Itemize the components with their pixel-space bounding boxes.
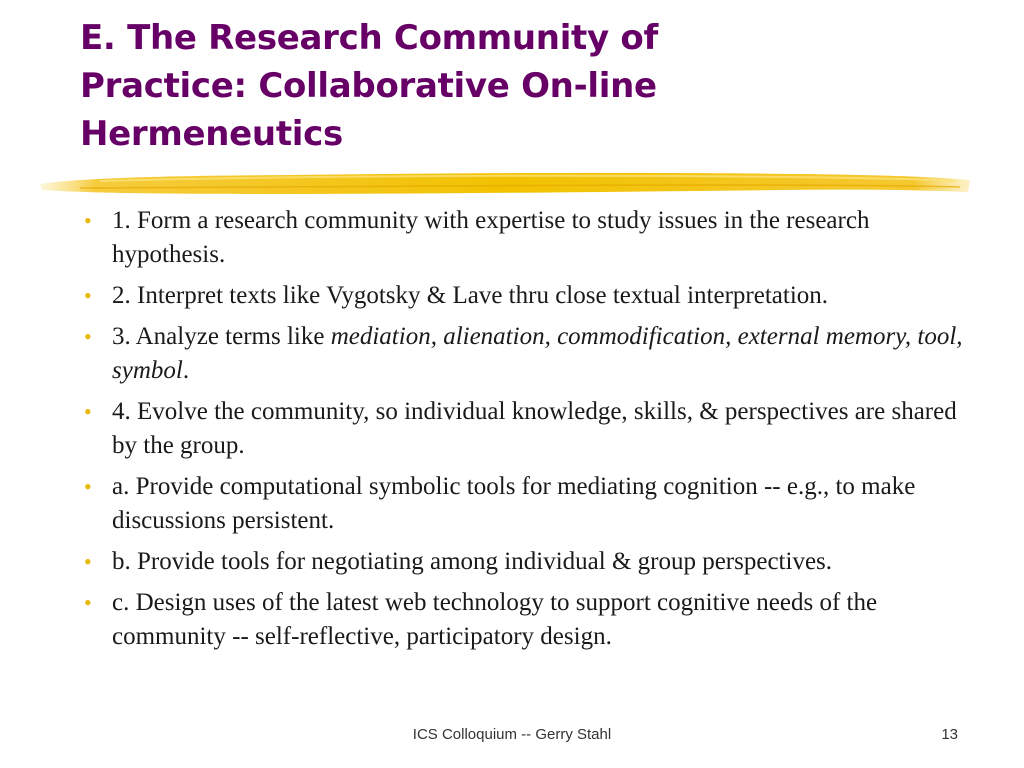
bullet-text: 1. Form a research community with expertise to study issues in the research hypothesis.	[112, 207, 870, 268]
bullet-text: c. Design uses of the latest web technology to support cognitive needs of the community -- self-reflective, participatory design.	[112, 589, 878, 650]
bullet-item	[84, 545, 964, 579]
bullet-dot-icon: •	[84, 549, 92, 574]
bullet-text: b. Provide tools for negotiating among individual & group perspectives.	[112, 548, 833, 575]
bullet-dot-icon: •	[84, 474, 92, 499]
brush-stroke-divider	[40, 166, 970, 200]
bullet-text: 3. Analyze terms like	[112, 323, 331, 350]
bullet-item	[84, 320, 964, 388]
bullet-dot-icon: •	[84, 324, 92, 349]
bullet-text: a. Provide computational symbolic tools for mediating cognition -- e.g., to make discussions persistent.	[112, 473, 916, 534]
bullet-dot-icon: •	[84, 590, 92, 615]
bullet-item	[84, 395, 964, 463]
bullet-item	[84, 204, 964, 272]
bullet-item	[84, 279, 964, 313]
bullet-item	[84, 586, 964, 654]
title-line: E. The Research Community of	[80, 18, 658, 58]
bullet-text-italic-terms: mediation, alienation, commodification, external memory, tool, symbol	[112, 323, 963, 384]
page-number: 13	[941, 726, 958, 743]
bullet-text-tail: .	[182, 357, 190, 384]
title-line: Practice: Collaborative On-line	[80, 66, 657, 106]
bullet-text: 4. Evolve the community, so individual knowledge, skills, & perspectives are shared by the group.	[112, 398, 957, 459]
bullet-dot-icon: •	[84, 399, 92, 424]
slide-title	[80, 14, 960, 158]
bullet-text: 2. Interpret texts like Vygotsky & Lave thru close textual interpretation.	[112, 282, 829, 309]
bullet-list	[84, 204, 964, 661]
bullet-dot-icon: •	[84, 283, 92, 308]
bullet-dot-icon: •	[84, 208, 92, 233]
slide-footer: ICS Colloquium -- Gerry Stahl	[412, 726, 612, 743]
bullet-item	[84, 470, 964, 538]
title-line: Hermeneutics	[80, 114, 343, 154]
